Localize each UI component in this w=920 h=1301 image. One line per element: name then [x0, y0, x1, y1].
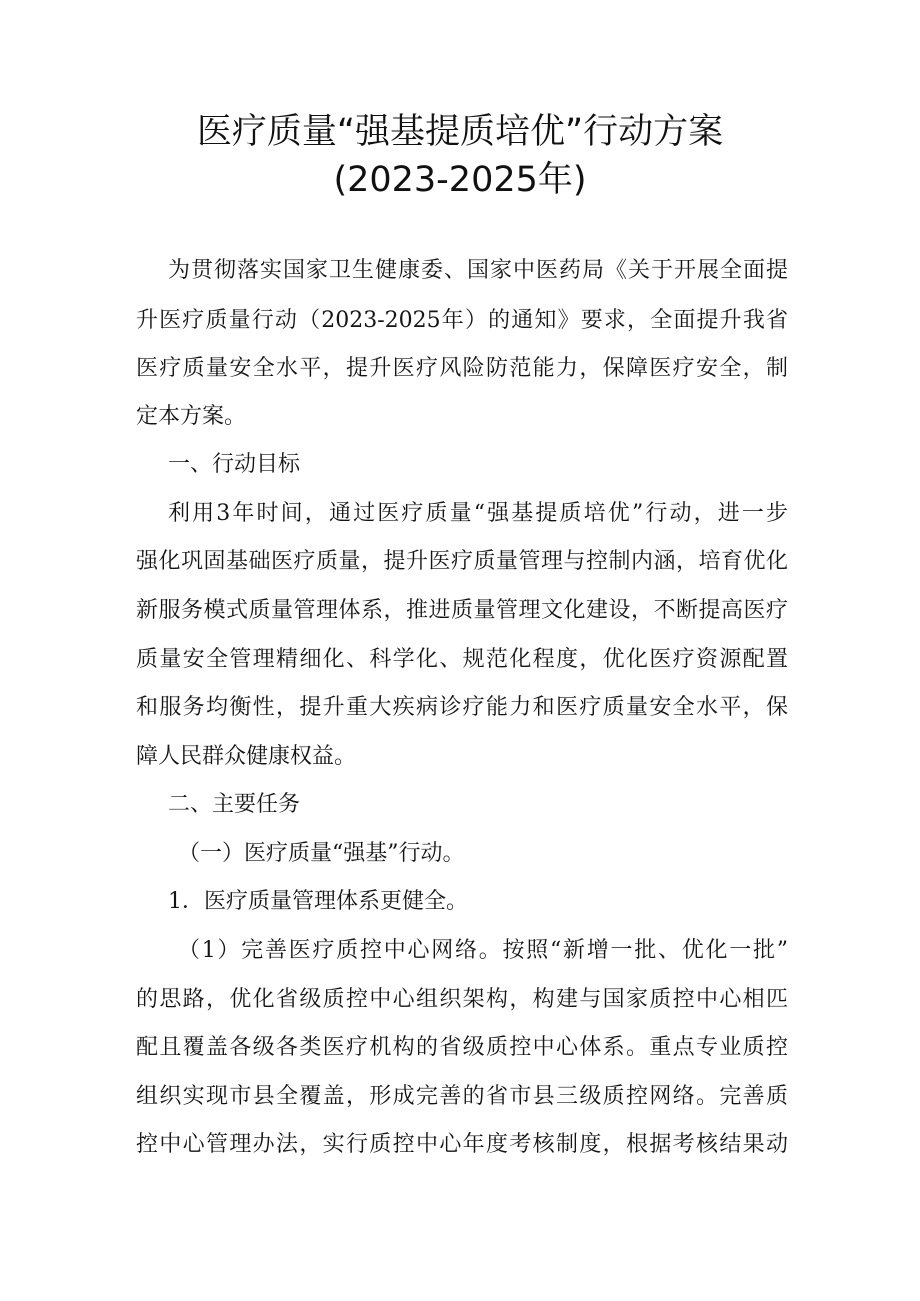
- goals-line: 和服务均衡性，提升重大疾病诊疗能力和医疗质量安全水平，保: [136, 695, 788, 720]
- task-line: （1）完善医疗质控中心网络。按照“新增一批、优化一批”: [178, 938, 788, 963]
- goals-line: 障人民群众健康权益。: [136, 744, 357, 769]
- item-heading: 1．医疗质量管理体系更健全。: [168, 889, 468, 914]
- section-heading-tasks: 二、主要任务: [168, 792, 301, 817]
- subsection-heading: （一）医疗质量“强基”行动。: [178, 841, 465, 866]
- goals-line: 强化巩固基础医疗质量，提升医疗质量管理与控制内涵，培育优化: [136, 549, 788, 574]
- goals-line: 新服务模式质量管理体系，推进质量管理文化建设，不断提高医疗: [136, 598, 788, 623]
- section-heading-goals: 一、行动目标: [168, 452, 301, 477]
- task-line: 控中心管理办法，实行质控中心年度考核制度，根据考核结果动: [136, 1132, 788, 1157]
- task-line: 组织实现市县全覆盖，形成完善的省市县三级质控网络。完善质: [136, 1084, 788, 1109]
- document-subtitle: (2023-2025年): [333, 160, 587, 200]
- intro-line: 升医疗质量行动（2023-2025年）的通知》要求，全面提升我省: [136, 308, 788, 333]
- intro-line: 定本方案。: [136, 404, 247, 429]
- intro-line: 为贯彻落实国家卫生健康委、国家中医药局《关于开展全面提: [168, 258, 788, 283]
- document-title: 医疗质量“强基提质培优”行动方案: [196, 112, 724, 152]
- goals-line: 质量安全管理精细化、科学化、规范化程度，优化医疗资源配置: [136, 647, 788, 672]
- task-line: 配且覆盖各级各类医疗机构的省级质控中心体系。重点专业质控: [136, 1035, 788, 1060]
- goals-line: 利用3年时间，通过医疗质量“强基提质培优”行动，进一步: [168, 501, 788, 526]
- task-line: 的思路，优化省级质控中心组织架构，构建与国家质控中心相匹: [136, 987, 788, 1012]
- intro-line: 医疗质量安全水平，提升医疗风险防范能力，保障医疗安全，制: [136, 356, 788, 381]
